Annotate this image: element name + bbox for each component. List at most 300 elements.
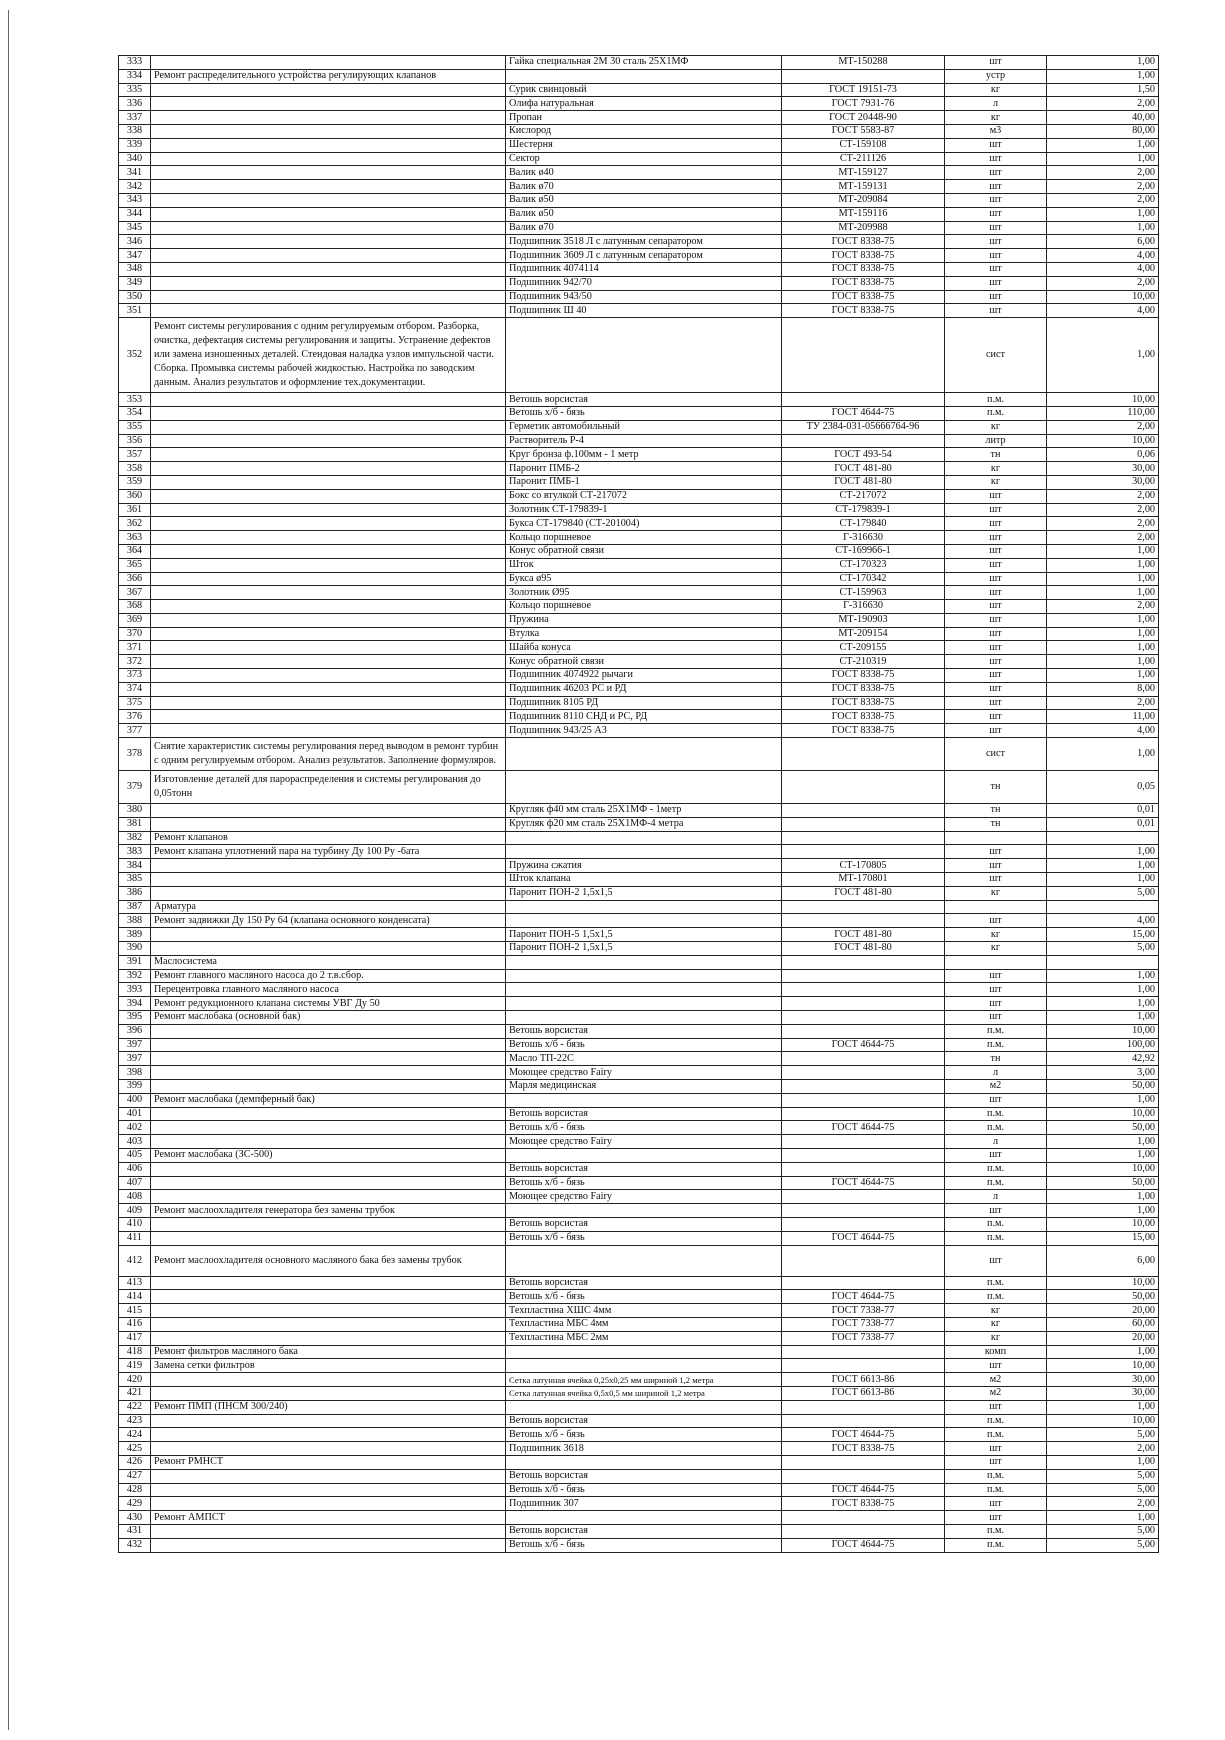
table-row — [119, 517, 1159, 531]
standard-reference — [782, 804, 945, 818]
work-description: Ремонт редукционного клапана системы УВГ Ду 50 — [151, 997, 506, 1011]
work-description — [151, 1162, 506, 1176]
standard-reference: ГОСТ 4644-75 — [782, 1538, 945, 1552]
row-number: 339 — [119, 138, 151, 152]
row-number: 364 — [119, 544, 151, 558]
work-description — [151, 1024, 506, 1038]
row-number: 422 — [119, 1400, 151, 1414]
unit-of-measure: шт — [945, 845, 1047, 859]
standard-reference: ГОСТ 481-80 — [782, 475, 945, 489]
standard-reference — [782, 914, 945, 928]
unit-of-measure: шт — [945, 544, 1047, 558]
standard-reference: ГОСТ 20448-90 — [782, 111, 945, 125]
table-row — [119, 1066, 1159, 1080]
row-number: 426 — [119, 1455, 151, 1469]
standard-reference: ГОСТ 4644-75 — [782, 1176, 945, 1190]
unit-of-measure: п.м. — [945, 1176, 1047, 1190]
row-number: 392 — [119, 969, 151, 983]
work-description — [151, 641, 506, 655]
standard-reference — [782, 1107, 945, 1121]
material-name — [506, 1204, 782, 1218]
material-name — [506, 1093, 782, 1107]
unit-of-measure: тн — [945, 804, 1047, 818]
unit-of-measure: шт — [945, 1497, 1047, 1511]
standard-reference: ГОСТ 8338-75 — [782, 696, 945, 710]
work-description — [151, 600, 506, 614]
standard-reference: ГОСТ 8338-75 — [782, 1497, 945, 1511]
standard-reference — [782, 738, 945, 771]
material-name: Ветошь х/б - бязь — [506, 1483, 782, 1497]
material-name: Шайба конуса — [506, 641, 782, 655]
table-row — [119, 276, 1159, 290]
standard-reference — [782, 1162, 945, 1176]
standard-reference: ГОСТ 4644-75 — [782, 1231, 945, 1245]
unit-of-measure: кг — [945, 462, 1047, 476]
standard-reference: ГОСТ 6613-86 — [782, 1373, 945, 1387]
row-number: 394 — [119, 997, 151, 1011]
unit-of-measure: п.м. — [945, 1414, 1047, 1428]
material-name: Кольцо поршневое — [506, 531, 782, 545]
unit-of-measure: кг — [945, 420, 1047, 434]
row-number: 384 — [119, 859, 151, 873]
quantity: 2,00 — [1047, 420, 1159, 434]
unit-of-measure: л — [945, 1135, 1047, 1149]
standard-reference: ГОСТ 493-54 — [782, 448, 945, 462]
material-name: Подшипник 307 — [506, 1497, 782, 1511]
work-description: Ремонт маслобака (ЗС-500) — [151, 1148, 506, 1162]
table-row — [119, 1497, 1159, 1511]
table-row — [119, 249, 1159, 263]
standard-reference — [782, 1052, 945, 1066]
material-name: Подшипник 8105 РД — [506, 696, 782, 710]
standard-reference: ГОСТ 8338-75 — [782, 290, 945, 304]
quantity: 5,00 — [1047, 886, 1159, 900]
material-name: Ветошь х/б - бязь — [506, 1290, 782, 1304]
material-name: Марля медицинская — [506, 1080, 782, 1094]
row-number: 410 — [119, 1217, 151, 1231]
material-name: Пружина сжатия — [506, 859, 782, 873]
material-name: Кругляк ф40 мм сталь 25Х1МФ - 1метр — [506, 804, 782, 818]
table-row — [119, 304, 1159, 318]
table-row — [119, 1135, 1159, 1149]
table-row — [119, 983, 1159, 997]
row-number: 429 — [119, 1497, 151, 1511]
table-row — [119, 1024, 1159, 1038]
unit-of-measure: шт — [945, 655, 1047, 669]
standard-reference — [782, 1024, 945, 1038]
work-description — [151, 475, 506, 489]
work-description — [151, 56, 506, 70]
table-row — [119, 886, 1159, 900]
quantity: 5,00 — [1047, 1538, 1159, 1552]
material-name: Техпластина МБС 2мм — [506, 1331, 782, 1345]
table-row — [119, 710, 1159, 724]
row-number: 402 — [119, 1121, 151, 1135]
unit-of-measure: шт — [945, 914, 1047, 928]
standard-reference: ТУ 2384-031-05666764-96 — [782, 420, 945, 434]
table-row — [119, 1304, 1159, 1318]
unit-of-measure: шт — [945, 1442, 1047, 1456]
quantity: 2,00 — [1047, 97, 1159, 111]
standard-reference — [782, 393, 945, 407]
unit-of-measure: п.м. — [945, 406, 1047, 420]
unit-of-measure: м2 — [945, 1373, 1047, 1387]
unit-of-measure — [945, 955, 1047, 969]
standard-reference: ГОСТ 8338-75 — [782, 682, 945, 696]
row-number: 432 — [119, 1538, 151, 1552]
unit-of-measure: шт — [945, 207, 1047, 221]
unit-of-measure: шт — [945, 531, 1047, 545]
work-description — [151, 1483, 506, 1497]
quantity: 5,00 — [1047, 1483, 1159, 1497]
standard-reference — [782, 997, 945, 1011]
quantity: 30,00 — [1047, 1373, 1159, 1387]
quantity: 2,00 — [1047, 276, 1159, 290]
row-number: 356 — [119, 434, 151, 448]
material-name: Олифа натуральная — [506, 97, 782, 111]
standard-reference — [782, 1524, 945, 1538]
row-number: 397 — [119, 1038, 151, 1052]
work-description — [151, 138, 506, 152]
work-description — [151, 420, 506, 434]
table-row — [119, 928, 1159, 942]
quantity: 30,00 — [1047, 475, 1159, 489]
table-row — [119, 406, 1159, 420]
unit-of-measure: шт — [945, 290, 1047, 304]
work-description — [151, 1231, 506, 1245]
standard-reference: ГОСТ 7338-77 — [782, 1331, 945, 1345]
quantity: 2,00 — [1047, 193, 1159, 207]
row-number: 341 — [119, 166, 151, 180]
quantity: 1,00 — [1047, 641, 1159, 655]
quantity: 50,00 — [1047, 1290, 1159, 1304]
work-description — [151, 1469, 506, 1483]
standard-reference — [782, 1080, 945, 1094]
work-description — [151, 235, 506, 249]
material-name: Масло ТП-22С — [506, 1052, 782, 1066]
row-number: 407 — [119, 1176, 151, 1190]
unit-of-measure: п.м. — [945, 1024, 1047, 1038]
quantity: 30,00 — [1047, 1386, 1159, 1400]
work-description — [151, 1497, 506, 1511]
row-number: 386 — [119, 886, 151, 900]
standard-reference: ГОСТ 5583-87 — [782, 124, 945, 138]
standard-reference: СТ-170323 — [782, 558, 945, 572]
standard-reference — [782, 955, 945, 969]
material-name — [506, 1011, 782, 1025]
unit-of-measure: тн — [945, 448, 1047, 462]
unit-of-measure: шт — [945, 873, 1047, 887]
standard-reference: ГОСТ 481-80 — [782, 462, 945, 476]
standard-reference — [782, 1511, 945, 1525]
quantity: 0,01 — [1047, 817, 1159, 831]
row-number: 427 — [119, 1469, 151, 1483]
unit-of-measure: шт — [945, 1148, 1047, 1162]
quantity: 20,00 — [1047, 1331, 1159, 1345]
unit-of-measure: кг — [945, 475, 1047, 489]
table-row — [119, 393, 1159, 407]
table-row — [119, 600, 1159, 614]
standard-reference: ГОСТ 8338-75 — [782, 724, 945, 738]
quantity: 2,00 — [1047, 517, 1159, 531]
row-number: 375 — [119, 696, 151, 710]
quantity: 1,00 — [1047, 859, 1159, 873]
unit-of-measure: п.м. — [945, 1524, 1047, 1538]
standard-reference — [782, 69, 945, 83]
unit-of-measure: шт — [945, 1204, 1047, 1218]
material-name — [506, 1455, 782, 1469]
table-row — [119, 1245, 1159, 1276]
unit-of-measure: п.м. — [945, 393, 1047, 407]
work-description: Арматура — [151, 900, 506, 914]
row-number: 398 — [119, 1066, 151, 1080]
material-name: Герметик автомобильный — [506, 420, 782, 434]
standard-reference — [782, 1217, 945, 1231]
row-number: 412 — [119, 1245, 151, 1276]
standard-reference: СТ-179839-1 — [782, 503, 945, 517]
row-number: 359 — [119, 475, 151, 489]
unit-of-measure: тн — [945, 1052, 1047, 1066]
material-name: Кругляк ф20 мм сталь 25Х1МФ-4 метра — [506, 817, 782, 831]
quantity: 20,00 — [1047, 1304, 1159, 1318]
table-row — [119, 900, 1159, 914]
row-number: 421 — [119, 1386, 151, 1400]
table-row — [119, 1469, 1159, 1483]
standard-reference: ГОСТ 8338-75 — [782, 249, 945, 263]
material-name: Ветошь ворсистая — [506, 1469, 782, 1483]
material-name: Подшипник 942/70 — [506, 276, 782, 290]
standard-reference: ГОСТ 481-80 — [782, 928, 945, 942]
work-description: Изготовление деталей для парораспределения и системы регулирования до 0,05тонн — [151, 771, 506, 804]
unit-of-measure: шт — [945, 669, 1047, 683]
table-row — [119, 613, 1159, 627]
work-description — [151, 817, 506, 831]
table-row — [119, 1317, 1159, 1331]
quantity: 10,00 — [1047, 1414, 1159, 1428]
unit-of-measure: шт — [945, 1093, 1047, 1107]
table-row — [119, 1290, 1159, 1304]
unit-of-measure: шт — [945, 1011, 1047, 1025]
quantity: 2,00 — [1047, 1497, 1159, 1511]
work-description: Маслосистема — [151, 955, 506, 969]
work-description — [151, 1135, 506, 1149]
standard-reference — [782, 845, 945, 859]
work-description — [151, 696, 506, 710]
work-description — [151, 97, 506, 111]
standard-reference: ГОСТ 7338-77 — [782, 1304, 945, 1318]
unit-of-measure: шт — [945, 859, 1047, 873]
table-row — [119, 544, 1159, 558]
standard-reference — [782, 1359, 945, 1373]
standard-reference: СТ-170342 — [782, 572, 945, 586]
quantity: 1,00 — [1047, 572, 1159, 586]
quantity: 4,00 — [1047, 914, 1159, 928]
material-name: Растворитель Р-4 — [506, 434, 782, 448]
row-number: 368 — [119, 600, 151, 614]
material-name: Кислород — [506, 124, 782, 138]
quantity: 1,00 — [1047, 669, 1159, 683]
standard-reference — [782, 1345, 945, 1359]
unit-of-measure: литр — [945, 434, 1047, 448]
material-name: Букса ø95 — [506, 572, 782, 586]
material-name: Втулка — [506, 627, 782, 641]
work-description — [151, 928, 506, 942]
standard-reference: МТ-159131 — [782, 180, 945, 194]
unit-of-measure: шт — [945, 152, 1047, 166]
work-description: Ремонт клапана уплотнений пара на турбину Ду 100 Ру -6ата — [151, 845, 506, 859]
quantity: 2,00 — [1047, 600, 1159, 614]
quantity: 1,00 — [1047, 69, 1159, 83]
quantity: 10,00 — [1047, 1217, 1159, 1231]
row-number: 396 — [119, 1024, 151, 1038]
work-description: Ремонт задвижки Ду 150 Ру 64 (клапана основного конденсата) — [151, 914, 506, 928]
row-number: 355 — [119, 420, 151, 434]
quantity: 1,00 — [1047, 873, 1159, 887]
quantity: 3,00 — [1047, 1066, 1159, 1080]
material-name: Подшипник 943/25 А3 — [506, 724, 782, 738]
quantity: 4,00 — [1047, 304, 1159, 318]
material-name: Ветошь х/б - бязь — [506, 1538, 782, 1552]
table-row — [119, 69, 1159, 83]
standard-reference: ГОСТ 8338-75 — [782, 235, 945, 249]
table-row — [119, 448, 1159, 462]
unit-of-measure: л — [945, 1066, 1047, 1080]
quantity: 100,00 — [1047, 1038, 1159, 1052]
row-number: 333 — [119, 56, 151, 70]
row-number: 372 — [119, 655, 151, 669]
standard-reference: МТ-209988 — [782, 221, 945, 235]
quantity: 1,00 — [1047, 56, 1159, 70]
row-number: 346 — [119, 235, 151, 249]
row-number: 380 — [119, 804, 151, 818]
row-number: 430 — [119, 1511, 151, 1525]
unit-of-measure: м2 — [945, 1080, 1047, 1094]
material-name: Моющее средство Fairy — [506, 1190, 782, 1204]
row-number: 391 — [119, 955, 151, 969]
row-number: 395 — [119, 1011, 151, 1025]
table-row — [119, 207, 1159, 221]
material-name: Ветошь х/б - бязь — [506, 406, 782, 420]
row-number: 344 — [119, 207, 151, 221]
work-description — [151, 1107, 506, 1121]
work-description — [151, 682, 506, 696]
table-row — [119, 1093, 1159, 1107]
material-name: Моющее средство Fairy — [506, 1066, 782, 1080]
quantity: 10,00 — [1047, 290, 1159, 304]
material-name: Конус обратной связи — [506, 544, 782, 558]
table-row — [119, 817, 1159, 831]
material-name: Подшипник 3609 Л с латунным сепаратором — [506, 249, 782, 263]
quantity: 11,00 — [1047, 710, 1159, 724]
work-description — [151, 503, 506, 517]
row-number: 366 — [119, 572, 151, 586]
quantity: 110,00 — [1047, 406, 1159, 420]
table-row — [119, 221, 1159, 235]
work-description — [151, 586, 506, 600]
work-description — [151, 166, 506, 180]
material-name — [506, 771, 782, 804]
row-number: 376 — [119, 710, 151, 724]
standard-reference: ГОСТ 4644-75 — [782, 1428, 945, 1442]
material-name: Подшипник 8110 СНД и РС, РД — [506, 710, 782, 724]
quantity: 1,00 — [1047, 1011, 1159, 1025]
table-row — [119, 914, 1159, 928]
row-number: 340 — [119, 152, 151, 166]
material-name: Паронит ПОН-2 1,5х1,5 — [506, 886, 782, 900]
row-number: 358 — [119, 462, 151, 476]
table-row — [119, 462, 1159, 476]
quantity: 15,00 — [1047, 1231, 1159, 1245]
unit-of-measure: кг — [945, 1331, 1047, 1345]
standard-reference: СТ-159963 — [782, 586, 945, 600]
row-number: 383 — [119, 845, 151, 859]
row-number: 409 — [119, 1204, 151, 1218]
unit-of-measure: п.м. — [945, 1231, 1047, 1245]
standard-reference: МТ-209154 — [782, 627, 945, 641]
table-row — [119, 669, 1159, 683]
material-name: Техпластина МБС 4мм — [506, 1317, 782, 1331]
work-description: Снятие характеристик системы регулирования перед выводом в ремонт турбин с одним регулируемым отбором. Анализ результатов. Заполнение формуляров. — [151, 738, 506, 771]
material-name: Паронит ПОН-5 1,5х1,5 — [506, 928, 782, 942]
table-row — [119, 1121, 1159, 1135]
row-number: 408 — [119, 1190, 151, 1204]
standard-reference — [782, 817, 945, 831]
quantity: 2,00 — [1047, 180, 1159, 194]
quantity: 1,00 — [1047, 207, 1159, 221]
unit-of-measure: шт — [945, 262, 1047, 276]
unit-of-measure: л — [945, 1190, 1047, 1204]
row-number: 382 — [119, 831, 151, 845]
table-body — [119, 56, 1159, 1553]
row-number: 424 — [119, 1428, 151, 1442]
table-row — [119, 1162, 1159, 1176]
row-number: 414 — [119, 1290, 151, 1304]
row-number: 393 — [119, 983, 151, 997]
table-row — [119, 696, 1159, 710]
unit-of-measure: п.м. — [945, 1428, 1047, 1442]
quantity: 1,00 — [1047, 1148, 1159, 1162]
unit-of-measure: комп — [945, 1345, 1047, 1359]
table-row — [119, 489, 1159, 503]
standard-reference: СТ-169966-1 — [782, 544, 945, 558]
unit-of-measure — [945, 831, 1047, 845]
work-description — [151, 613, 506, 627]
standard-reference: СТ-159108 — [782, 138, 945, 152]
quantity: 4,00 — [1047, 249, 1159, 263]
material-name — [506, 738, 782, 771]
table-row — [119, 1483, 1159, 1497]
quantity: 50,00 — [1047, 1176, 1159, 1190]
work-description — [151, 290, 506, 304]
table-row — [119, 503, 1159, 517]
quantity: 10,00 — [1047, 1359, 1159, 1373]
row-number: 337 — [119, 111, 151, 125]
standard-reference: ГОСТ 4644-75 — [782, 1483, 945, 1497]
unit-of-measure: шт — [945, 724, 1047, 738]
row-number: 418 — [119, 1345, 151, 1359]
row-number: 365 — [119, 558, 151, 572]
table-row — [119, 682, 1159, 696]
material-name — [506, 1400, 782, 1414]
unit-of-measure: шт — [945, 1400, 1047, 1414]
quantity: 80,00 — [1047, 124, 1159, 138]
quantity: 4,00 — [1047, 262, 1159, 276]
material-name: Ветошь х/б - бязь — [506, 1428, 782, 1442]
standard-reference: Г-316630 — [782, 531, 945, 545]
row-number: 336 — [119, 97, 151, 111]
standard-reference — [782, 969, 945, 983]
row-number: 415 — [119, 1304, 151, 1318]
